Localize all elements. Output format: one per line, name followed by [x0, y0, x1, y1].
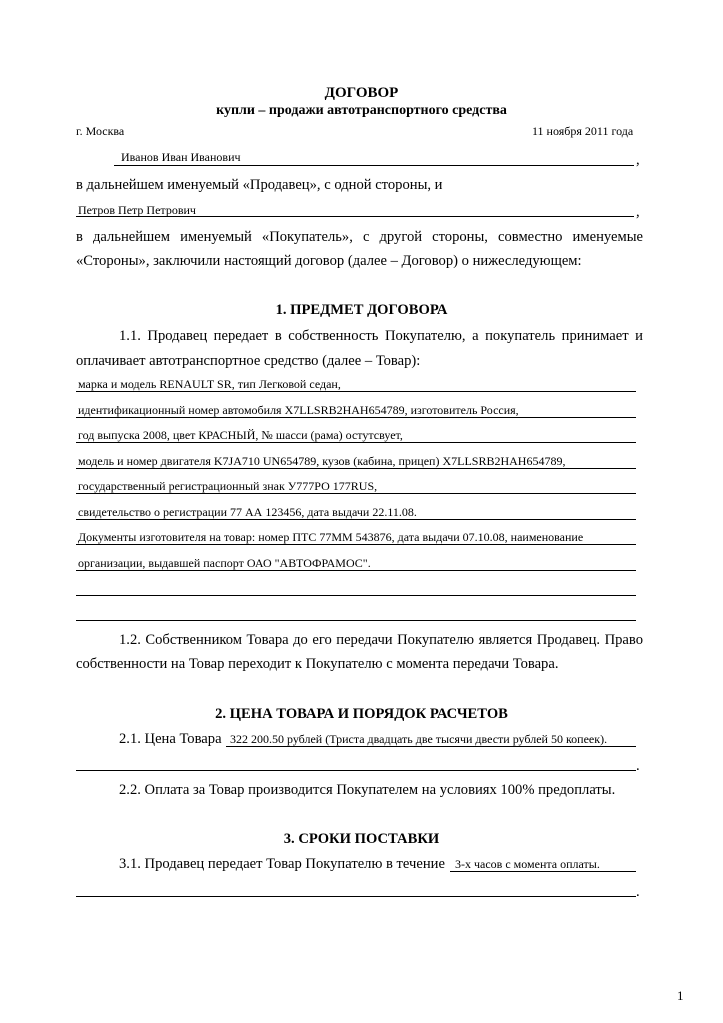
buyer-role-line-1: в дальнейшем именуемый «Покупатель», с другой стороны, совместно именуемые [76, 229, 643, 245]
vehicle-line-underline [76, 442, 636, 443]
buyer-comma: , [636, 204, 640, 220]
vehicle-line-underline [76, 391, 636, 392]
vehicle-line: Документы изготовителя на товар: номер ПТС 77ММ 543876, дата выдачи 07.10.08, наименование [78, 530, 584, 544]
clause-1-2-line-1: 1.2. Собственником Товара до его передачи Покупателю является Продавец. Право [119, 632, 643, 648]
seller-role-text: в дальнейшем именуемый «Продавец», с одной стороны, и [76, 177, 443, 193]
vehicle-line: свидетельство о регистрации 77 АА 123456, дата выдачи 22.11.08. [78, 505, 417, 519]
vehicle-line: год выпуска 2008, цвет КРАСНЫЙ, № шасси (рама) остутсвует, [78, 428, 403, 442]
section-2-heading: 2. ЦЕНА ТОВАРА И ПОРЯДОК РАСЧЕТОВ [215, 706, 508, 722]
delivery-term-value: 3-х часов с момента оплаты. [455, 857, 600, 871]
vehicle-line: марка и модель RENAULT SR, тип Легковой седан, [78, 377, 341, 391]
delivery-term-underline [450, 871, 636, 872]
date: 11 ноября 2011 года [532, 124, 634, 138]
buyer-name: Петров Петр Петрович [78, 203, 196, 217]
clause-2-1-label: 2.1. Цена Товара [119, 731, 222, 747]
price-value: 322 200.50 рублей (Триста двадцать две тысячи двести рублей 50 копеек). [230, 732, 608, 746]
buyer-name-underline [76, 216, 634, 217]
vehicle-line: модель и номер двигателя K7JA710 UN654789, кузов (кабина, прицеп) X7LLSRB2HAH654789, [78, 454, 566, 468]
vehicle-line-underline [76, 544, 636, 545]
city: г. Москва [76, 124, 125, 138]
clause-2-2: 2.2. Оплата за Товар производится Покупателем на условиях 100% предоплаты. [119, 782, 616, 798]
clause-1-1-line-1: 1.1. Продавец передает в собственность Покупателю, а покупатель принимает и [119, 328, 643, 344]
document-title: ДОГОВОР [324, 85, 399, 101]
clause-1-1-line-2: оплачивает автотранспортное средство (далее – Товар): [76, 353, 421, 369]
document-subtitle: купли – продажи автотранспортного средства [216, 103, 507, 118]
price-end-dot: . [636, 758, 640, 774]
vehicle-line: государственный регистрационный знак У777РО 177RUS, [78, 479, 378, 493]
vehicle-line-underline [76, 468, 636, 469]
delivery-end-dot: . [636, 884, 640, 900]
vehicle-line: организации, выдавшей паспорт ОАО "АВТОФРАМОС". [78, 556, 371, 570]
vehicle-line-underline [76, 620, 636, 621]
delivery-term-underline-2 [76, 896, 636, 897]
seller-comma: , [636, 152, 640, 168]
vehicle-line-underline [76, 417, 636, 418]
clause-1-2-line-2: собственности на Товар переходит к Покупателю с момента передачи Товара. [76, 656, 559, 672]
seller-name: Иванов Иван Иванович [121, 150, 241, 164]
vehicle-line-underline [76, 493, 636, 494]
vehicle-line-underline [76, 570, 636, 571]
vehicle-line-underline [76, 519, 636, 520]
clause-3-1-label: 3.1. Продавец передает Товар Покупателю в течение [119, 856, 445, 872]
page-number: 1 [677, 988, 684, 1003]
section-3-heading: 3. СРОКИ ПОСТАВКИ [283, 831, 440, 847]
seller-name-underline [114, 165, 634, 166]
vehicle-line-underline [76, 595, 636, 596]
price-underline [226, 746, 636, 747]
buyer-role-line-2: «Стороны», заключили настоящий договор (далее – Договор) о нижеследующем: [76, 253, 582, 269]
section-1-heading: 1. ПРЕДМЕТ ДОГОВОРА [275, 302, 448, 318]
price-underline-2 [76, 770, 636, 771]
vehicle-line: идентификационный номер автомобиля X7LLSRB2HAH654789, изготовитель Россия, [78, 403, 519, 417]
